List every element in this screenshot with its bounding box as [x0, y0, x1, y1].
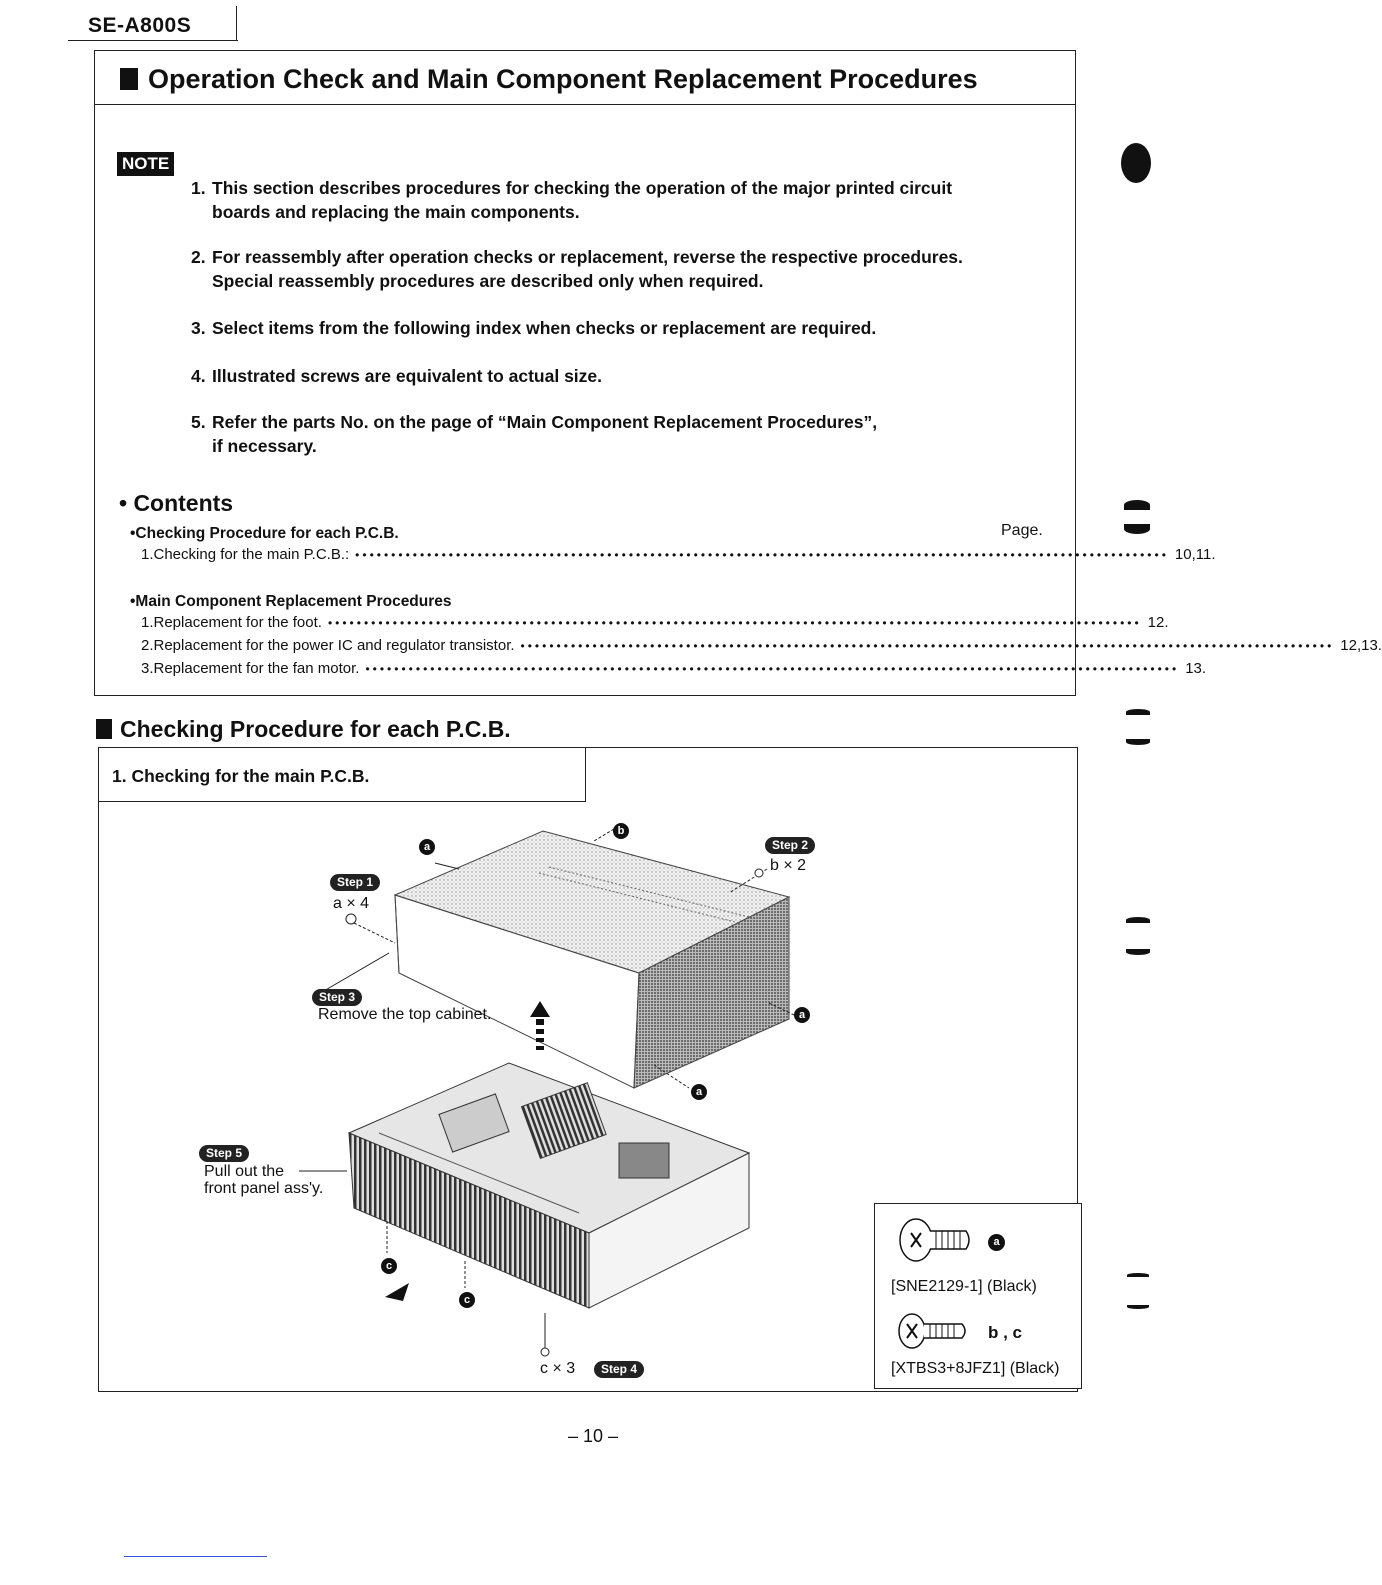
margin-mark	[1127, 1305, 1149, 1309]
margin-mark	[1124, 524, 1150, 534]
margin-mark	[1124, 500, 1150, 510]
main-chassis	[349, 1063, 749, 1308]
screw-a-icon	[896, 1217, 976, 1263]
toc-group-2-title: •Main Component Replacement Procedures	[130, 593, 452, 610]
step-4-qty: c × 3	[540, 1360, 576, 1377]
step-3-badge: Step 3	[312, 989, 362, 1006]
step-5-badge: Step 5	[199, 1145, 249, 1162]
toc-entry-label: 1.Replacement for the foot.	[141, 614, 322, 631]
square-bullet-icon	[120, 68, 138, 90]
step-2-qty: b × 2	[770, 857, 807, 874]
step-2-badge: Step 2	[765, 837, 815, 854]
page-number: – 10 –	[568, 1426, 619, 1446]
model-divider	[236, 6, 237, 41]
note-text: Illustrated screws are equivalent to actual size.	[212, 366, 603, 386]
contents-heading: • Contents	[119, 490, 234, 516]
step-5-text-2: front panel ass'y.	[204, 1180, 324, 1197]
note-text-cont: boards and replacing the main components.	[212, 202, 580, 222]
section-title	[120, 64, 978, 95]
left-arrow-icon	[385, 1283, 409, 1301]
note-item-3	[191, 316, 876, 340]
margin-mark	[1126, 739, 1150, 745]
toc-leader: •••••••••••••••••••••••••••••••••••••••••••••••••••••••••••••••••••••••••••••••••••••••••••••••••••••••••••••••••	[520, 638, 1335, 653]
title-rule	[94, 104, 1076, 105]
screw-a-letter: a	[988, 1234, 1005, 1251]
toc-entry[interactable]	[141, 637, 1382, 654]
step-1-qty: a × 4	[333, 895, 370, 912]
toc-leader: •••••••••••••••••••••••••••••••••••••••••••••••••••••••••••••••••••••••••••••••••••••••••••••••••••••••••••••••••	[355, 547, 1169, 562]
toc-entry-page: 12,13.	[1340, 637, 1382, 654]
step-3-label	[312, 988, 362, 1006]
step-5-text-1: Pull out the	[204, 1163, 285, 1180]
note-number: 1.	[191, 178, 206, 198]
margin-mark	[1126, 917, 1150, 923]
checking-procedure-heading	[96, 716, 511, 743]
toc-entry[interactable]	[141, 660, 1207, 677]
toc-entry[interactable]	[141, 546, 1216, 563]
toc-entry-label: 1.Checking for the main P.C.B.:	[141, 546, 350, 563]
callout-c: c	[381, 1258, 397, 1274]
up-arrow-icon	[530, 1001, 550, 1050]
screw-bc-part: [XTBS3+8JFZ1] (Black)	[891, 1360, 1060, 1377]
note-number: 4.	[191, 366, 206, 386]
step-5-label	[199, 1144, 249, 1162]
step-4-badge: Step 4	[594, 1361, 644, 1378]
note-item-1	[191, 176, 952, 224]
toc-entry-label: 2.Replacement for the power IC and regulator transistor.	[141, 637, 515, 654]
note-text-cont: Special reassembly procedures are described only when required.	[212, 271, 764, 291]
square-bullet-icon	[96, 719, 112, 739]
callout-a: a	[419, 839, 435, 855]
step-3-text: Remove the top cabinet.	[318, 1006, 492, 1023]
margin-mark	[1126, 709, 1150, 715]
callout-a: a	[794, 1007, 810, 1023]
note-item-2	[191, 245, 963, 293]
toc-entry-page: 10,11.	[1174, 546, 1216, 563]
margin-mark	[1121, 143, 1151, 183]
screw-a-part: [SNE2129-1] (Black)	[891, 1278, 1037, 1295]
note-text: Refer the parts No. on the page of “Main Component Replacement Procedures”,	[212, 412, 878, 432]
toc-page-header: Page.	[1001, 522, 1043, 539]
toc-leader: •••••••••••••••••••••••••••••••••••••••••••••••••••••••••••••••••••••••••••••••••••••••••••••••••••••••••••••••••	[365, 661, 1180, 676]
toc-entry-label: 3.Replacement for the fan motor.	[141, 660, 360, 677]
note-text: Select items from the following index when checks or replacement are required.	[212, 318, 877, 338]
note-text: For reassembly after operation checks or replacement, reverse the respective procedures.	[212, 247, 963, 267]
screw-bc-letters: b , c	[988, 1323, 1023, 1342]
step-4-label	[594, 1360, 644, 1378]
note-text: This section describes procedures for checking the operation of the major printed circuit	[212, 178, 953, 198]
callout-b: b	[613, 823, 629, 839]
callout-a: a	[691, 1084, 707, 1100]
step-2-label	[765, 836, 815, 854]
checking-procedure-heading-text: Checking Procedure for each P.C.B.	[120, 716, 511, 742]
procedure-tab-label: 1. Checking for the main P.C.B.	[112, 766, 370, 786]
section-title-text: Operation Check and Main Component Replacement Procedures	[148, 64, 978, 94]
note-number: 2.	[191, 247, 206, 267]
step-1-badge: Step 1	[330, 874, 380, 891]
note-number: 5.	[191, 412, 206, 432]
toc-leader: •••••••••••••••••••••••••••••••••••••••••••••••••••••••••••••••••••••••••••••••••••••••••••••••••••••••••••••••••	[327, 615, 1142, 630]
toc-entry-page: 12.	[1147, 614, 1169, 631]
callout-c: c	[459, 1292, 475, 1308]
margin-mark	[1126, 949, 1150, 955]
note-text-cont: if necessary.	[212, 436, 317, 456]
step-1-label	[330, 873, 380, 891]
toc-group-1-title: •Checking Procedure for each P.C.B.	[130, 525, 399, 542]
screw-bc-icon	[896, 1311, 976, 1351]
toc-entry[interactable]	[141, 614, 1169, 631]
note-label: NOTE	[117, 152, 174, 176]
model-underline	[68, 40, 238, 41]
top-cabinet	[395, 831, 789, 1088]
note-item-5	[191, 410, 877, 458]
model-number: SE-A800S	[88, 14, 192, 37]
bottom-rule	[124, 1556, 267, 1557]
margin-mark	[1127, 1273, 1149, 1277]
note-number: 3.	[191, 318, 206, 338]
toc-entry-page: 13.	[1185, 660, 1207, 677]
note-item-4	[191, 364, 602, 388]
